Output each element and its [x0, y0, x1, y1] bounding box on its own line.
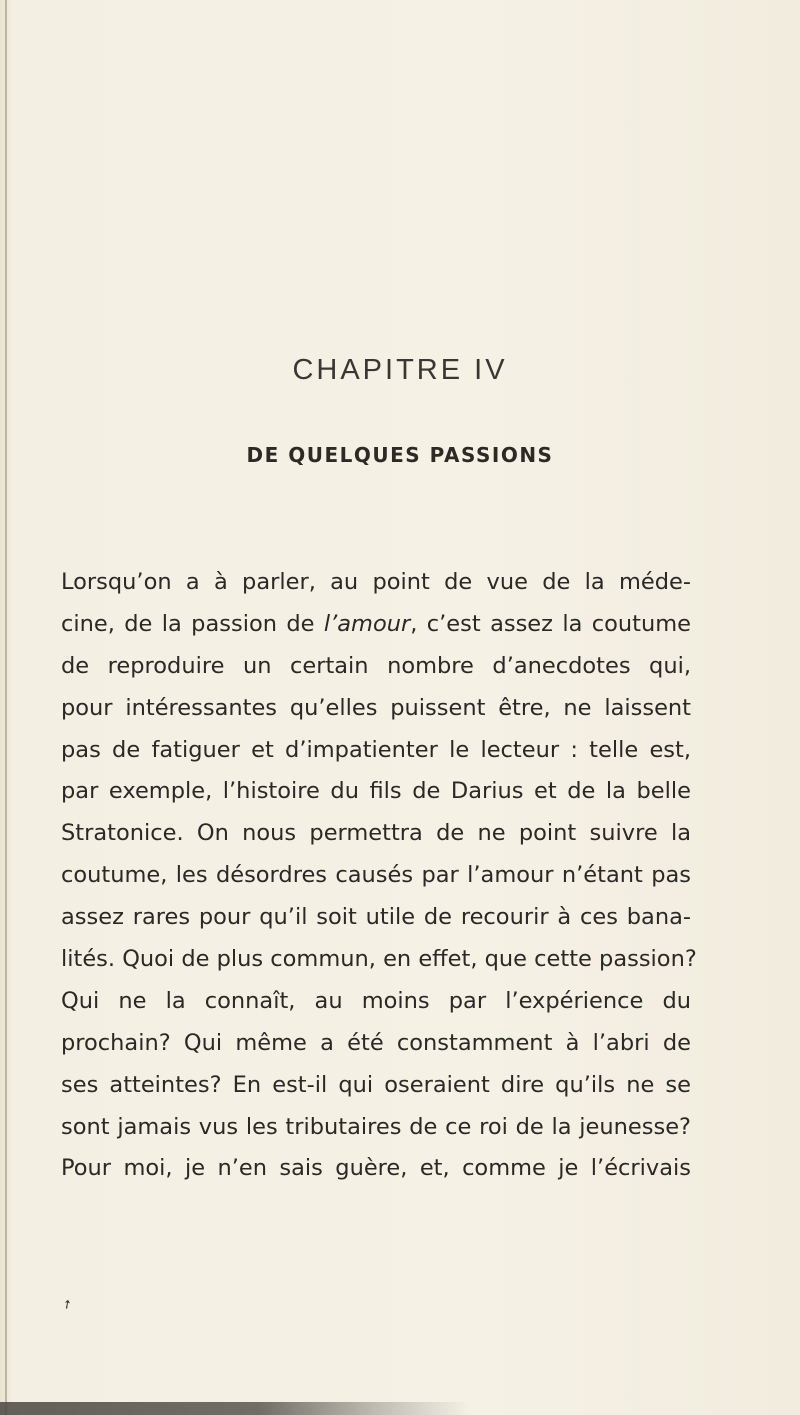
text-line: [61, 813, 691, 855]
body-paragraph: [61, 562, 697, 1190]
text-segment: lités. Quoi de plus commun, en effet, que cette passion?: [61, 946, 697, 973]
text-line: [61, 981, 691, 1023]
text-segment: , c’est assez la coutume: [410, 610, 691, 637]
text-line: [61, 1107, 691, 1149]
text-line: [61, 1023, 691, 1065]
text-line: [61, 562, 691, 604]
text-segment: pour intéressantes qu’elles puissent être, ne laissent: [61, 694, 691, 721]
text-segment: prochain? Qui même a été constamment à l’abri de: [61, 1029, 691, 1056]
bottom-scan-edge: [0, 1402, 470, 1415]
text-segment: par exemple, l’histoire du fils de Darius et de la belle: [61, 778, 691, 805]
text-segment: ses atteintes? En est-il qui oseraient dire qu’ils ne se: [61, 1071, 691, 1098]
text-line: [61, 646, 691, 688]
section-title: DE QUELQUES PASSIONS: [246, 443, 554, 467]
text-line: [61, 688, 691, 730]
text-segment: assez rares pour qu’il soit utile de recourir à ces bana-: [61, 904, 691, 931]
text-segment: pas de fatiguer et d’impatienter le lecteur : telle est,: [61, 736, 691, 763]
text-segment: sont jamais vus les tributaires de ce roi de la jeunesse?: [61, 1113, 691, 1140]
text-line: [61, 855, 691, 897]
text-segment: de reproduire un certain nombre d’anecdotes qui,: [61, 652, 691, 679]
page-gutter-edge: [5, 0, 7, 1415]
text-line: [61, 1148, 691, 1190]
ink-mark-icon: ➚: [58, 1295, 76, 1313]
text-segment: cine, de la passion de: [61, 610, 324, 637]
italic-term: l’amour: [323, 610, 411, 637]
text-segment: Pour moi, je n’en sais guère, et, comme je l’écrivais: [61, 1155, 691, 1182]
chapter-title: CHAPITRE IV: [292, 354, 508, 386]
text-line: [61, 939, 697, 981]
text-segment: Stratonice. On nous permettra de ne point suivre la: [61, 820, 691, 847]
text-segment: Qui ne la connaît, au moins par l’expérience du: [61, 987, 691, 1014]
text-line: [61, 604, 691, 646]
text-line: [61, 730, 691, 772]
text-segment: Lorsqu’on a à parler, au point de vue de la méde-: [61, 569, 691, 595]
text-segment: coutume, les désordres causés par l’amour n’étant pas: [61, 862, 691, 889]
text-line: [61, 771, 691, 813]
text-line: [61, 1065, 691, 1107]
text-line: [61, 897, 691, 939]
